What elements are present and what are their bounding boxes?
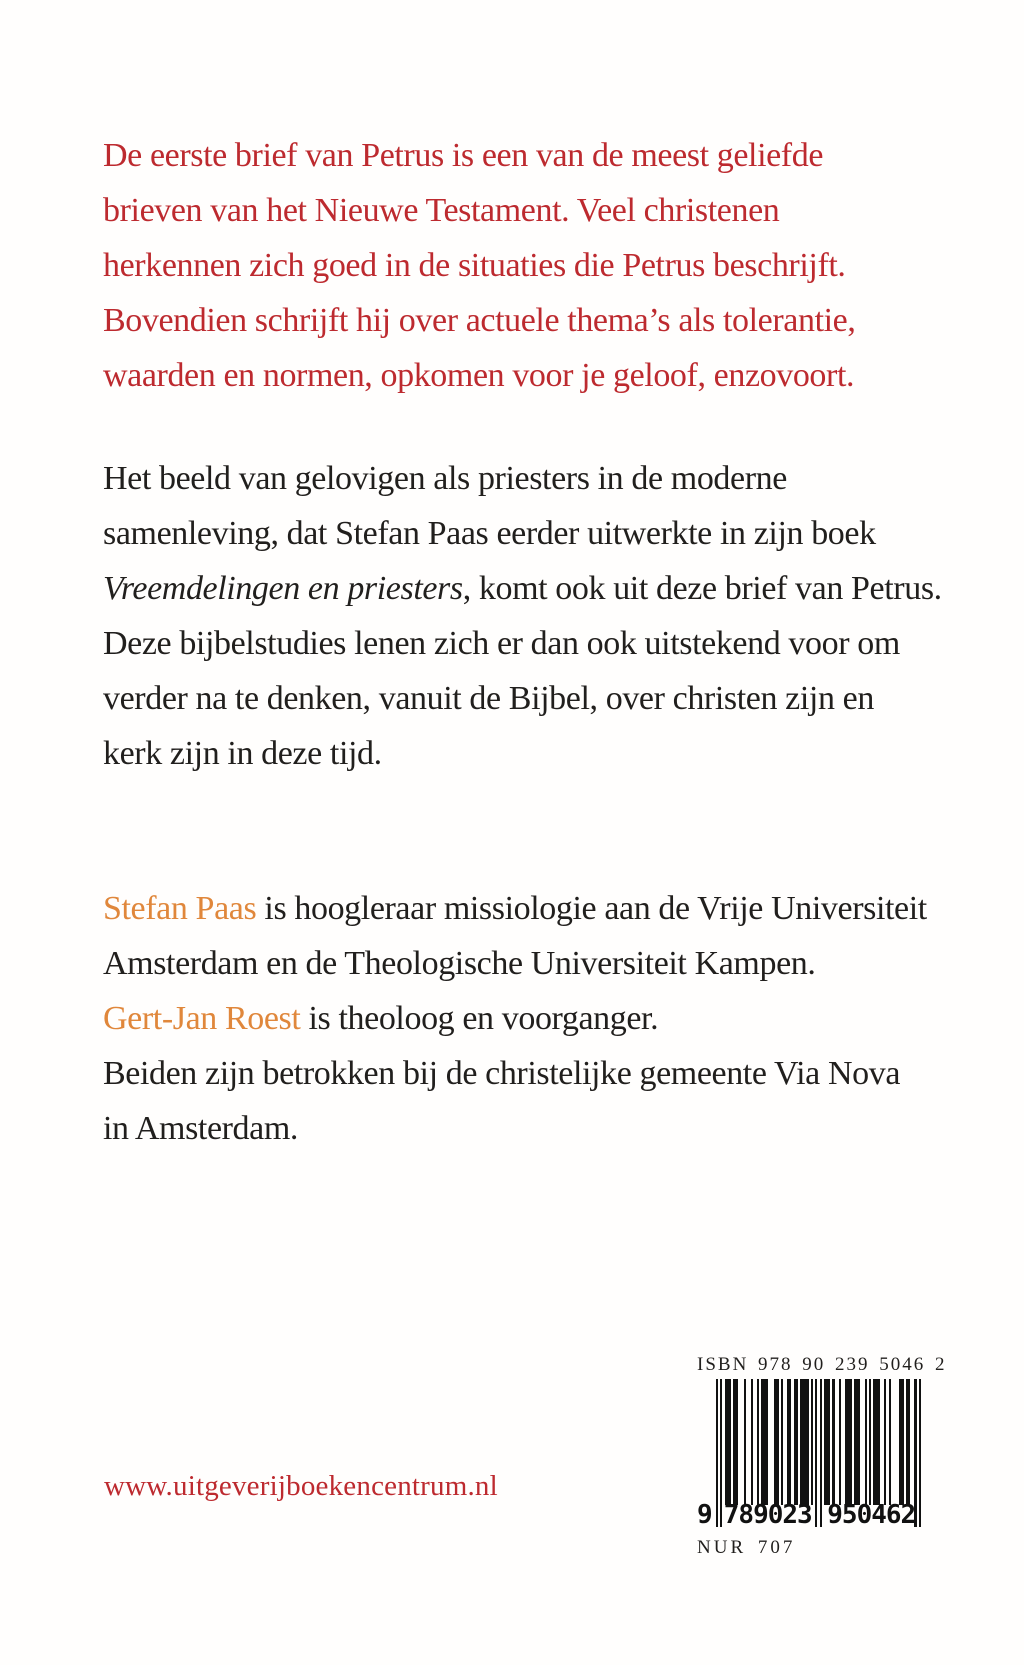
text-line	[103, 293, 855, 348]
text-line	[103, 1046, 927, 1101]
barcode-digit-first: 9	[697, 1500, 713, 1530]
text-segment: Vreemdelingen en priesters	[103, 570, 463, 607]
text-segment: , komt ook uit deze brief van Petrus.	[462, 570, 942, 607]
ean13-barcode	[697, 1379, 927, 1529]
isbn-label: ISBN 978 90 239 5046 2	[697, 1354, 947, 1375]
text-segment: De eerste brief van Petrus is een van de meest geliefde	[103, 137, 824, 174]
text-segment: Beiden zijn betrokken bij de christelijke gemeente Via Nova	[103, 1055, 901, 1092]
text-line	[103, 671, 942, 726]
text-segment: Het beeld van gelovigen als priesters in de moderne	[103, 460, 787, 497]
isbn-block	[697, 1354, 947, 1559]
text-line	[103, 238, 855, 293]
text-segment: samenleving, dat Stefan Paas eerder uitwerkte in zijn boek	[103, 515, 876, 552]
text-line	[103, 616, 942, 671]
barcode-digits-left: 789023	[723, 1500, 812, 1530]
text-line	[103, 506, 942, 561]
text-line	[103, 561, 942, 616]
text-segment: Amsterdam en de Theologische Universiteit Kampen.	[103, 945, 816, 982]
text-line	[103, 936, 927, 991]
text-segment: is hoogleraar missiologie aan de Vrije Universiteit	[256, 890, 927, 927]
text-segment: herkennen zich goed in de situaties die Petrus beschrijft.	[103, 247, 846, 284]
text-segment: in Amsterdam.	[103, 1110, 298, 1147]
text-line	[103, 451, 942, 506]
intro-paragraph	[103, 128, 855, 403]
text-line	[103, 726, 942, 781]
text-segment: Deze bijbelstudies lenen zich er dan ook uitstekend voor om	[103, 625, 900, 662]
author-name: Gert-Jan Roest	[103, 1000, 301, 1037]
text-line	[103, 183, 855, 238]
text-segment: Bovendien schrijft hij over actuele thema’s als tolerantie,	[103, 302, 856, 339]
text-segment: verder na te denken, vanuit de Bijbel, over christen zijn en	[103, 680, 874, 717]
text-line	[103, 881, 927, 936]
text-line	[103, 348, 855, 403]
text-line	[103, 1101, 927, 1156]
description-paragraph	[103, 451, 942, 781]
author-name: Stefan Paas	[103, 890, 257, 927]
authors-paragraph	[103, 881, 927, 1156]
publisher-website-text: www.uitgeverijboekencentrum.nl	[104, 1470, 498, 1502]
text-line	[103, 991, 927, 1046]
nur-code: NUR 707	[697, 1537, 796, 1558]
text-segment: waarden en normen, opkomen voor je geloof, enzovoort.	[103, 357, 855, 394]
barcode-digits	[697, 1502, 923, 1528]
text-segment: kerk zijn in deze tijd.	[103, 735, 382, 772]
text-line	[103, 128, 855, 183]
text-segment: is theoloog en voorganger.	[300, 1000, 659, 1037]
text-segment: brieven van het Nieuwe Testament. Veel christenen	[103, 192, 780, 229]
barcode-digits-right: 950462	[827, 1500, 916, 1530]
